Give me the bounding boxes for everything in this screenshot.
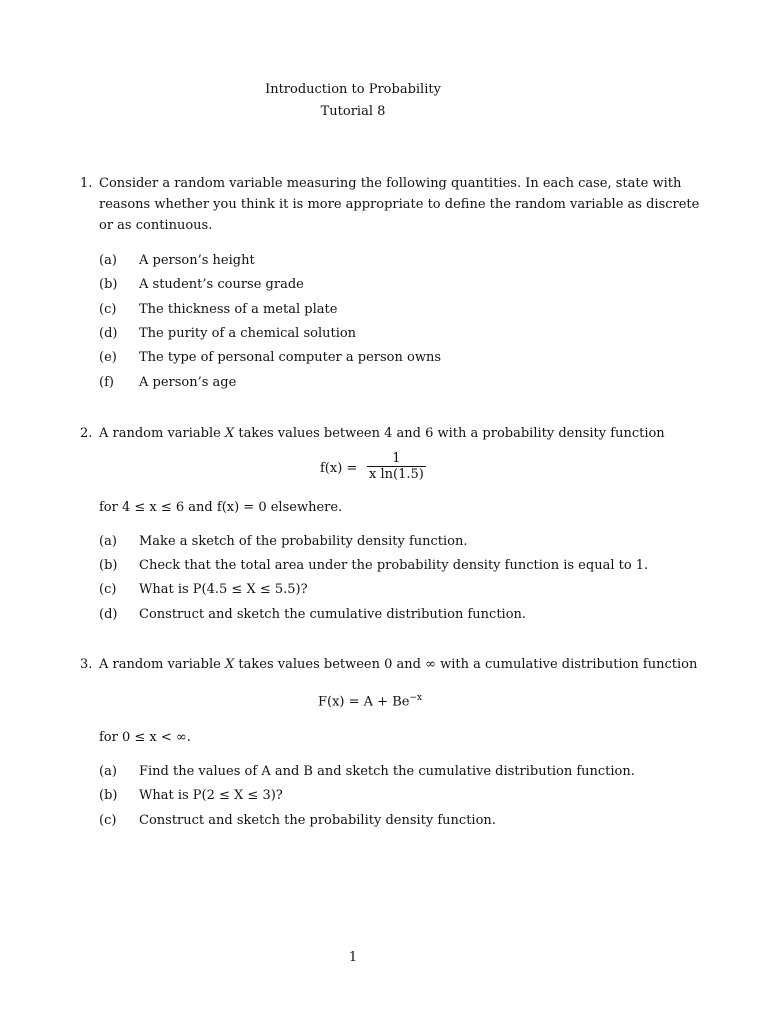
q2-item-a-label: (a) bbox=[99, 534, 117, 549]
q1-item-b-text: A student’s course grade bbox=[139, 277, 304, 292]
q2-item-b-text: Check that the total area under the probability density function is equal to 1. bbox=[139, 558, 649, 573]
q2-item-c-text: What is P(4.5 ≤ X ≤ 5.5)? bbox=[139, 582, 308, 597]
q2-equation-numerator: 1 bbox=[392, 451, 401, 466]
question-1-line-3: or as continuous. bbox=[99, 218, 213, 233]
question-2-after-equation: for 4 ≤ x ≤ 6 and f(x) = 0 elsewhere. bbox=[99, 500, 343, 515]
q2-item-d-label: (d) bbox=[99, 607, 118, 622]
q3-equation: $F(x) = A + Be^{-x}$ bbox=[318, 693, 423, 710]
question-2-line-1: A random variable X takes values between 4 and 6 with a probability density function bbox=[99, 426, 665, 441]
q3-item-c-text: Construct and sketch the probability density function. bbox=[139, 813, 496, 828]
q1-item-a-label: (a) bbox=[99, 253, 117, 268]
document-subtitle: Tutorial 8 bbox=[320, 104, 386, 119]
question-1-line-1: Consider a random variable measuring the following quantities. In each case, state with bbox=[99, 176, 682, 191]
question-3-line-1: A random variable X takes values between 0 and ∞ with a cumulative distribution function bbox=[99, 657, 698, 672]
q1-item-e-label: (e) bbox=[99, 350, 117, 365]
q2-item-a-text: Make a sketch of the probability density function. bbox=[139, 534, 468, 549]
question-3-number: 3. bbox=[80, 657, 93, 672]
q3-item-b-text: What is P(2 ≤ X ≤ 3)? bbox=[139, 788, 283, 803]
q2-equation-denominator: x ln(1.5) bbox=[369, 467, 424, 482]
q2-item-d-text: Construct and sketch the cumulative distribution function. bbox=[139, 607, 527, 622]
q1-item-c-text: The thickness of a metal plate bbox=[139, 302, 338, 317]
q2-equation-fraction bbox=[367, 451, 426, 482]
document-title: Introduction to Probability bbox=[265, 82, 441, 97]
question-2-number: 2. bbox=[80, 426, 93, 441]
page-number: 1 bbox=[348, 950, 358, 965]
q1-item-b-label: (b) bbox=[99, 277, 118, 292]
q2-item-c-label: (c) bbox=[99, 582, 117, 597]
q3-item-a-text: Find the values of A and B and sketch the cumulative distribution function. bbox=[139, 764, 635, 779]
q1-item-f-text: A person’s age bbox=[139, 375, 237, 390]
q1-item-c-label: (c) bbox=[99, 302, 117, 317]
q2-item-b-label: (b) bbox=[99, 558, 118, 573]
question-3-after-equation: for 0 ≤ x < ∞. bbox=[99, 730, 191, 745]
q3-item-b-label: (b) bbox=[99, 788, 118, 803]
q3-item-c-label: (c) bbox=[99, 813, 117, 828]
q3-item-a-label: (a) bbox=[99, 764, 117, 779]
q1-item-d-text: The purity of a chemical solution bbox=[139, 326, 357, 341]
q1-item-e-text: The type of personal computer a person owns bbox=[139, 350, 442, 365]
q1-item-f-label: (f) bbox=[99, 375, 114, 390]
q2-equation-lhs: f(x) = bbox=[320, 461, 358, 476]
q1-item-d-label: (d) bbox=[99, 326, 118, 341]
question-1-line-2: reasons whether you think it is more appropriate to define the random variable as discrete bbox=[99, 197, 700, 212]
question-1-number: 1. bbox=[80, 176, 93, 191]
q1-item-a-text: A person’s height bbox=[139, 253, 255, 268]
